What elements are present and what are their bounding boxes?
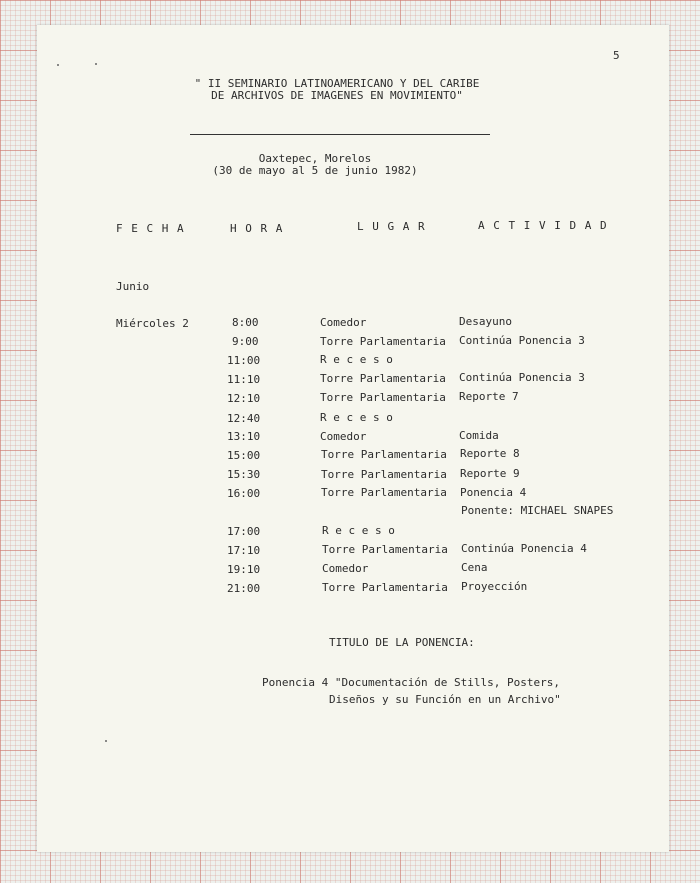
time-cell: 15:30 <box>227 468 261 481</box>
column-actividad: A C T I V I D A D <box>478 219 608 232</box>
time-cell: 13:10 <box>227 430 261 443</box>
speck <box>95 63 97 65</box>
place-cell: Torre Parlamentaria <box>320 372 446 385</box>
lecture-title-heading: TITULO DE LA PONENCIA: <box>329 636 475 649</box>
column-lugar: L U G A R <box>357 220 426 233</box>
activity-cell: Reporte 8 <box>460 447 520 460</box>
place-cell: Torre Parlamentaria <box>320 391 446 404</box>
time-cell: 19:10 <box>227 563 261 576</box>
place-cell: R e c e s o <box>320 353 393 366</box>
place-cell: Comedor <box>320 430 367 443</box>
title-line-2: DE ARCHIVOS DE IMAGENES EN MOVIMIENTO" <box>211 89 463 102</box>
time-cell: 8:00 <box>232 316 259 329</box>
time-cell: 21:00 <box>227 582 261 595</box>
activity-cell: Proyección <box>461 580 528 593</box>
activity-cell: Desayuno <box>459 315 512 328</box>
day-label: Miércoles 2 <box>116 317 189 330</box>
activity-cell: Cena <box>461 561 488 574</box>
time-cell: 17:10 <box>227 544 261 557</box>
time-cell: 12:10 <box>227 392 261 405</box>
place-cell: Torre Parlamentaria <box>322 581 448 594</box>
lecture-title-line-1: Ponencia 4 "Documentación de Stills, Posters, <box>262 676 561 689</box>
activity-cell: Reporte 7 <box>459 390 519 403</box>
place-cell: Comedor <box>322 562 369 575</box>
activity-cell: Ponente: MICHAEL SNAPES <box>461 504 614 517</box>
place-cell: Torre Parlamentaria <box>321 468 447 481</box>
time-cell: 9:00 <box>232 335 259 348</box>
speck <box>57 64 59 66</box>
column-hora: H O R A <box>230 222 284 235</box>
place-cell: R e c e s o <box>320 411 393 424</box>
place-cell: Comedor <box>320 316 367 329</box>
speck <box>105 740 107 742</box>
time-cell: 17:00 <box>227 525 261 538</box>
title-rule <box>190 134 490 135</box>
place-cell: Torre Parlamentaria <box>320 335 446 348</box>
place-cell: Torre Parlamentaria <box>322 543 448 556</box>
time-cell: 15:00 <box>227 449 261 462</box>
lecture-title-line-2: Diseños y su Función en un Archivo" <box>329 693 561 706</box>
place-cell: Torre Parlamentaria <box>321 486 447 499</box>
time-cell: 12:40 <box>227 412 261 425</box>
document-page <box>37 25 669 852</box>
title-line-1: " II SEMINARIO LATINOAMERICANO Y DEL CARIBE <box>194 77 480 90</box>
location: Oaxtepec, Morelos <box>258 152 372 165</box>
activity-cell: Comida <box>459 429 499 442</box>
dates: (30 de mayo al 5 de junio 1982) <box>212 164 418 177</box>
month-label: Junio <box>116 280 150 293</box>
activity-cell: Reporte 9 <box>460 467 520 480</box>
time-cell: 11:10 <box>227 373 261 386</box>
page-number: 5 <box>613 49 620 62</box>
activity-cell: Continúa Ponencia 3 <box>459 371 585 384</box>
time-cell: 11:00 <box>227 354 261 367</box>
activity-cell: Continúa Ponencia 3 <box>459 334 585 347</box>
activity-cell: Continúa Ponencia 4 <box>461 542 587 555</box>
time-cell: 16:00 <box>227 487 261 500</box>
column-fecha: F E C H A <box>116 222 185 235</box>
place-cell: R e c e s o <box>322 524 395 537</box>
place-cell: Torre Parlamentaria <box>321 448 447 461</box>
activity-cell: Ponencia 4 <box>460 486 527 499</box>
